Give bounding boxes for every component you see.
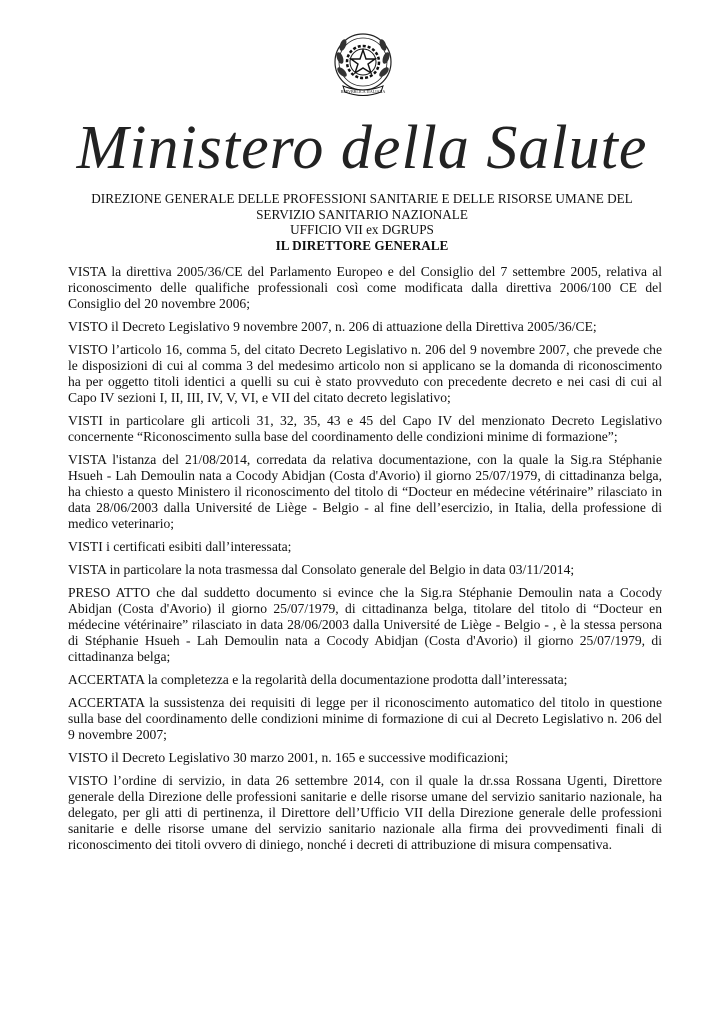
ministry-name: Ministero della Salute — [76, 114, 648, 182]
paragraph-accertata-completezza: ACCERTATA la completezza e la regolarità della documentazione prodotta dall’interessata; — [68, 672, 568, 687]
paragraph-articoli-capo-iv: VISTI in particolare gli articoli 31, 32, 35, 43 e 45 del Capo IV del menzionato Decreto Legislativo concernente “Riconoscimento sulla base del coordinamento delle condizioni minime di formazione”; — [68, 413, 662, 444]
paragraph-accertata-requisiti: ACCERTATA la sussistenza dei requisiti di legge per il riconoscimento automatico del titolo in questione sulla base del coordinamento delle condizioni minime di formazione di cui al Decreto Legislativo n. 206 del 9 novembre 2007; — [68, 695, 662, 742]
paragraph-istanza: VISTA l'istanza del 21/08/2014, corredata da relativa documentazione, con la quale la Sig.ra Stéphanie Hsueh - Lah Demoulin nata a Cocody Abidjan (Costa d'Avorio) il giorno 25/07/1979, di cittadinanza belga, ha chiesto a questo Ministero il riconoscimento del titolo di “Docteur en médecine vétérinaire” rilasciato in data 28/06/2003 dalla Université de Liège - Belgio - al fine dell’esercizio, in Italia, della professione di medico veterinario; — [68, 452, 662, 531]
header-line-1: DIREZIONE GENERALE DELLE PROFESSIONI SANITARIE E DELLE RISORSE UMANE DEL — [91, 191, 633, 206]
paragraph-preso-atto: PRESO ATTO che dal suddetto documento si evince che la Sig.ra Stéphanie Demoulin nata a Cocody Abidjan (Costa d'Avorio) il giorno 25/07/1979, di cittadinanza belga, titolare del titolo di “Docteur en médecine vétérinaire” rilasciato in data 28/06/2003 dalla Université de Liège - Belgio - , è la stessa persona di Stéphanie Hsueh - Lah Demoulin nata a Cocody Abidjan (Costa d'Avorio) il giorno 25/07/1979, di cittadinanza belga; — [68, 585, 662, 664]
header-line-3: UFFICIO VII ex DGRUPS — [290, 222, 434, 237]
emblem-ribbon-text: REPVBBLICA ITALIANA — [340, 89, 386, 94]
document-body — [68, 264, 662, 860]
paragraph-ordine-servizio: VISTO l’ordine di servizio, in data 26 settembre 2014, con il quale la dr.ssa Rossana Ugenti, Direttore generale della Direzione delle professioni sanitarie e delle risorse umane del servizio sanitario nazionale, ha delegato, per gli atti di pertinenza, il Direttore dell’Ufficio VII della Direzione generale delle professioni sanitarie e delle risorse umane del servizio sanitario nazionale alla firma dei provvedimenti finali di riconoscimento dei titoli ovvero di diniego, nonché i decreti di attribuzione di misura compensativa. — [68, 773, 662, 852]
italian-republic-emblem — [331, 28, 395, 100]
header-director-title: IL DIRETTORE GENERALE — [275, 237, 449, 253]
header-line-2: SERVIZIO SANITARIO NAZIONALE — [256, 206, 468, 222]
paragraph-nota-consolato: VISTA in particolare la nota trasmessa dal Consolato generale del Belgio in data 03/11/2014; — [68, 562, 575, 577]
paragraph-decreto-206: VISTO il Decreto Legislativo 9 novembre 2007, n. 206 di attuazione della Direttiva 2005/36/CE; — [68, 319, 597, 334]
paragraph-articolo-16: VISTO l’articolo 16, comma 5, del citato Decreto Legislativo n. 206 del 9 novembre 2007, che prevede che le disposizioni di cui al comma 3 del medesimo articolo non si applicano se la domanda di riconoscimento ha per oggetto titoli identici a quelli su cui è stato provveduto con precedente decreto e nei casi di cui al Capo IV sezioni I, II, III, IV, V, VI, e VII del citato decreto legislativo; — [68, 342, 662, 405]
paragraph-decreto-165: VISTO il Decreto Legislativo 30 marzo 2001, n. 165 e successive modificazioni; — [68, 750, 509, 765]
paragraph-direttiva: VISTA la direttiva 2005/36/CE del Parlamento Europeo e del Consiglio del 7 settembre 2005, relativa al riconoscimento delle qualifiche professionali così come modificata dalla direttiva 2006/100 CE del Consiglio del 20 novembre 2006; — [68, 264, 662, 311]
document-header — [60, 191, 664, 253]
paragraph-certificati: VISTI i certificati esibiti dall’interessata; — [68, 539, 292, 554]
ministry-title-logo — [0, 100, 724, 190]
